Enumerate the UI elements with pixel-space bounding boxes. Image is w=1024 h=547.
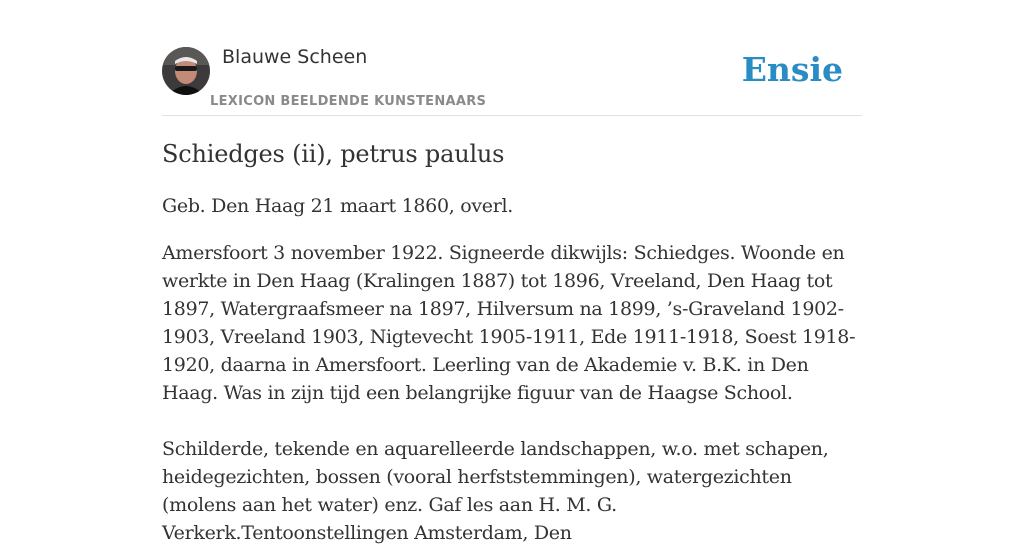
article-paragraph: Schilderde, tekende en aquarelleerde landschappen, w.o. met schapen, heidegezichten, bossen (vooral herfststemmingen), watergezichten (molens aan het water) enz. Gaf les aan H. M. G. Verkerk.Tentoonstellingen Amsterdam, Den <box>162 438 829 544</box>
article-title: Schiedges (ii), petrus paulus <box>162 140 505 168</box>
header-divider <box>162 115 862 116</box>
collection-label[interactable]: LEXICON BEELDENDE KUNSTENAARS <box>210 94 487 109</box>
brand-logo[interactable]: Ensie <box>741 50 843 89</box>
article-paragraph: Amersfoort 3 november 1922. Signeerde dikwijls: Schiedges. Woonde en werkte in Den Haag (Kralingen 1887) tot 1896, Vreeland, Den Haag tot 1897, Watergraafsmeer na 1897, Hilversum na 1899, ’s-Graveland 1902-1903, Vreeland 1903, Nigtevecht 1905-1911, Ede 1911-1918, Soest 1918-1920, daarna in Amersfoort. Leerling van de Akademie v. B.K. in Den Haag. Was in zijn tijd een belangrijke figuur van de Haagse School. <box>162 242 856 404</box>
author-avatar[interactable] <box>162 47 210 95</box>
avatar-photo <box>162 47 210 95</box>
article-paragraph: Geb. Den Haag 21 maart 1860, overl. <box>162 195 514 217</box>
author-name[interactable]: Blauwe Scheen <box>222 46 368 68</box>
